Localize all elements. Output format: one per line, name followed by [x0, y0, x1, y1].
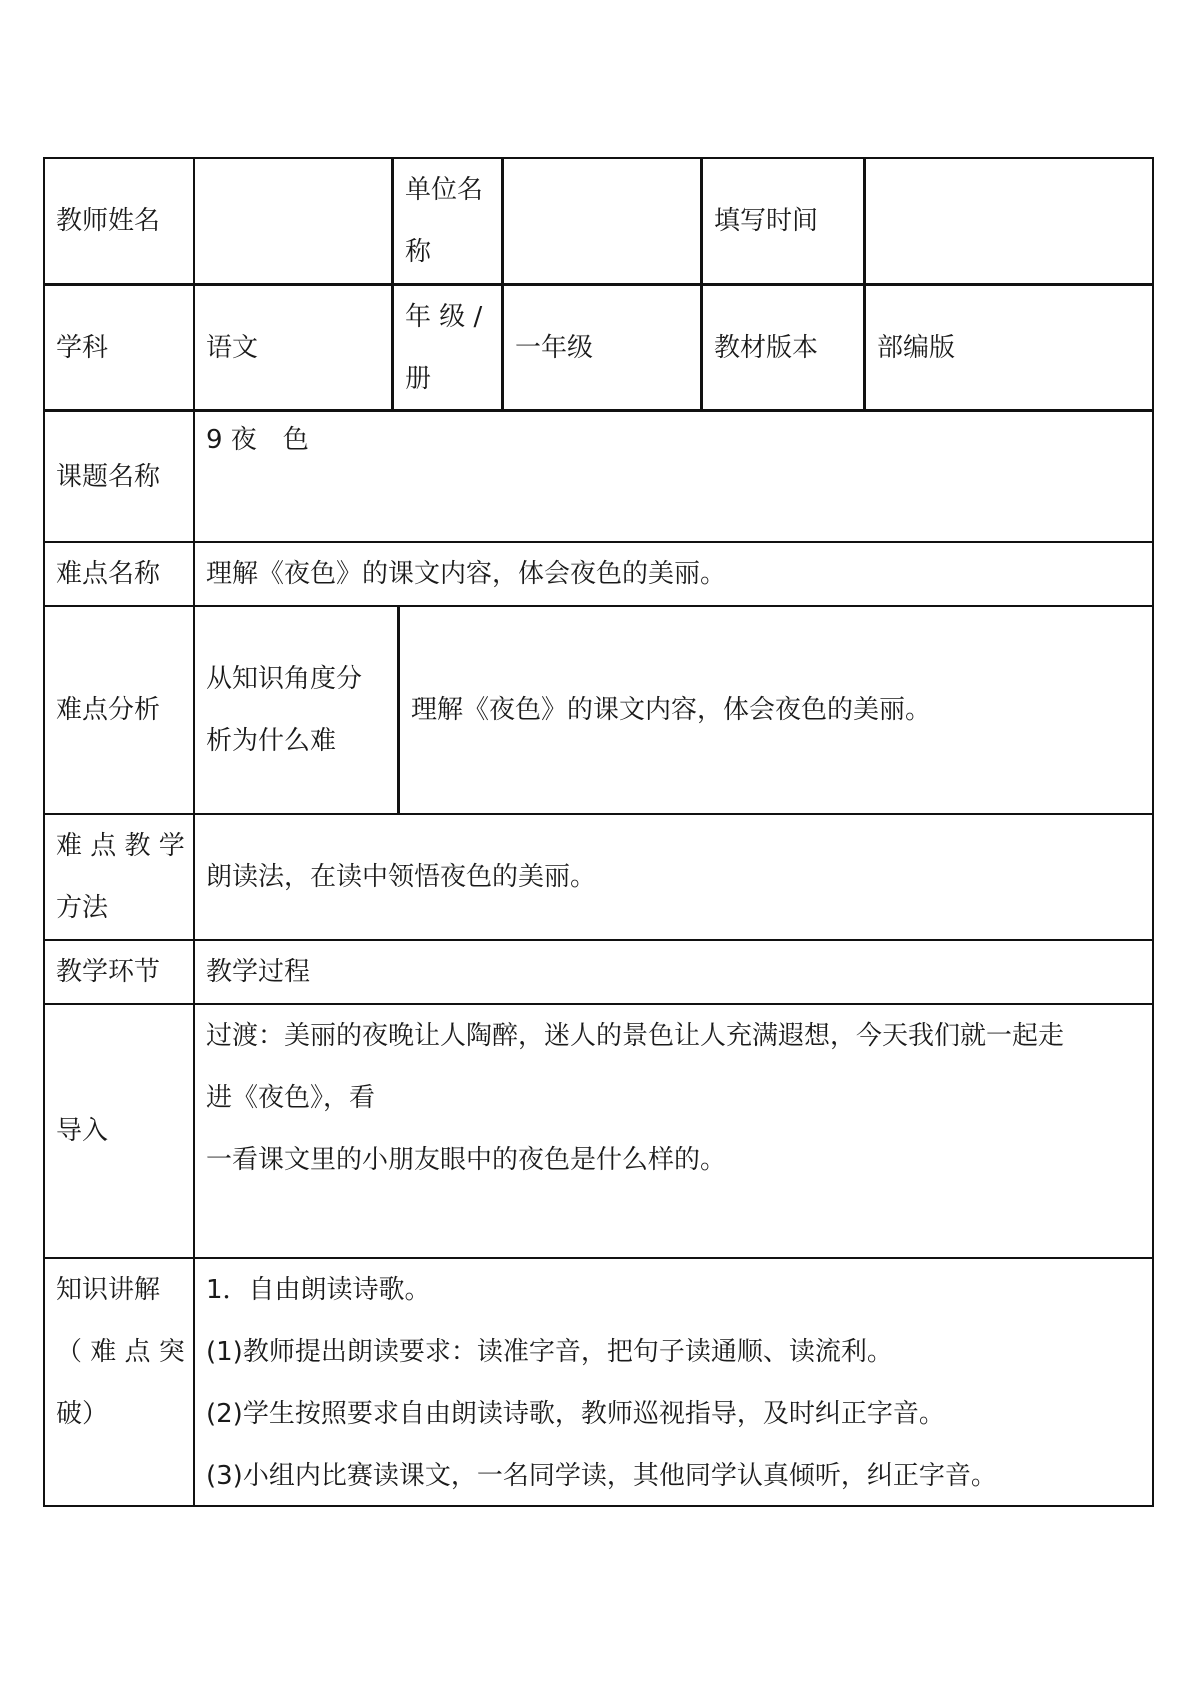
grade-label-line1: 年 级 / [405, 302, 483, 332]
lesson-plan-table [43, 157, 1154, 1507]
fill-time-label [703, 159, 863, 283]
knowledge-label [45, 1259, 193, 1505]
textbook-label-text: 教材版本 [714, 332, 819, 363]
knowledge-label-line1: 知识讲解 [56, 1275, 161, 1305]
knowledge-line: (2)学生按照要求自由朗读诗歌，教师巡视指导，及时纠正字音。 [206, 1399, 945, 1429]
difficulty-label [45, 543, 193, 605]
teacher-name-field[interactable] [195, 159, 391, 283]
textbook-value-text: 部编版 [877, 332, 956, 363]
teacher-name-label [45, 159, 193, 283]
fill-time-label-text: 填写时间 [714, 206, 819, 236]
unit-name-field[interactable] [504, 159, 700, 283]
analysis-label [45, 607, 193, 813]
lesson-label [45, 412, 193, 541]
intro-content [195, 1005, 1152, 1257]
subject-value [195, 286, 391, 409]
subject-label [45, 286, 193, 409]
textbook-value [866, 286, 1152, 409]
knowledge-line: 1．自由朗读诗歌。 [206, 1275, 431, 1305]
lesson-value [195, 412, 1152, 541]
subject-label-text: 学科 [56, 332, 109, 363]
knowledge-label-line3: 破） [56, 1399, 109, 1429]
subject-value-text: 语文 [206, 332, 259, 363]
grade-value-text: 一年级 [515, 332, 594, 363]
method-label-line1: 难 点 教 学 [56, 831, 185, 861]
grade-value [504, 286, 700, 409]
analysis-value-text: 理解《夜色》的课文内容，体会夜色的美丽。 [411, 695, 932, 725]
grade-label-line2: 册 [405, 364, 432, 394]
difficulty-value [195, 543, 1152, 605]
intro-line3: 一看课文里的小朋友眼中的夜色是什么样的。 [206, 1145, 727, 1175]
knowledge-label-line2: （ 难 点 突 [56, 1337, 185, 1367]
fill-time-field[interactable] [866, 159, 1152, 283]
knowledge-line: (1)教师提出朗读要求：读准字音，把句子读通顺、读流利。 [206, 1337, 893, 1367]
unit-name-label-line1: 单位名 [405, 175, 484, 205]
lesson-value-text: 9 夜 色 [206, 425, 309, 455]
method-label [45, 815, 193, 939]
analysis-value [400, 607, 1152, 813]
intro-line2: 进《夜色》，看 [206, 1083, 376, 1113]
stage-label [45, 941, 193, 1003]
difficulty-value-text: 理解《夜色》的课文内容，体会夜色的美丽。 [206, 559, 727, 589]
method-value-text: 朗读法，在读中领悟夜色的美丽。 [206, 862, 597, 892]
intro-line1: 过渡：美丽的夜晚让人陶醉，迷人的景色让人充满遐想，今天我们就一起走 [206, 1021, 1065, 1051]
knowledge-line: (3)小组内比赛读课文，一名同学读，其他同学认真倾听，纠正字音。 [206, 1461, 997, 1491]
intro-label [45, 1005, 193, 1257]
analysis-sub-label [195, 607, 397, 813]
knowledge-content [195, 1259, 1152, 1505]
intro-label-text: 导入 [56, 1116, 109, 1146]
analysis-label-text: 难点分析 [56, 695, 161, 725]
grade-label [394, 286, 501, 409]
method-value [195, 815, 1152, 939]
analysis-sub-line1: 从知识角度分 [206, 664, 363, 694]
lesson-label-text: 课题名称 [56, 461, 161, 492]
unit-name-label [394, 159, 501, 283]
textbook-label [703, 286, 863, 409]
difficulty-label-text: 难点名称 [56, 559, 161, 589]
stage-label-text: 教学环节 [56, 957, 161, 987]
analysis-sub-line2: 析为什么难 [206, 726, 337, 756]
process-label [195, 941, 1152, 1003]
teacher-name-label-text: 教师姓名 [56, 206, 161, 236]
unit-name-label-line2: 称 [405, 237, 432, 267]
method-label-line2: 方法 [56, 893, 109, 923]
process-label-text: 教学过程 [206, 957, 311, 987]
